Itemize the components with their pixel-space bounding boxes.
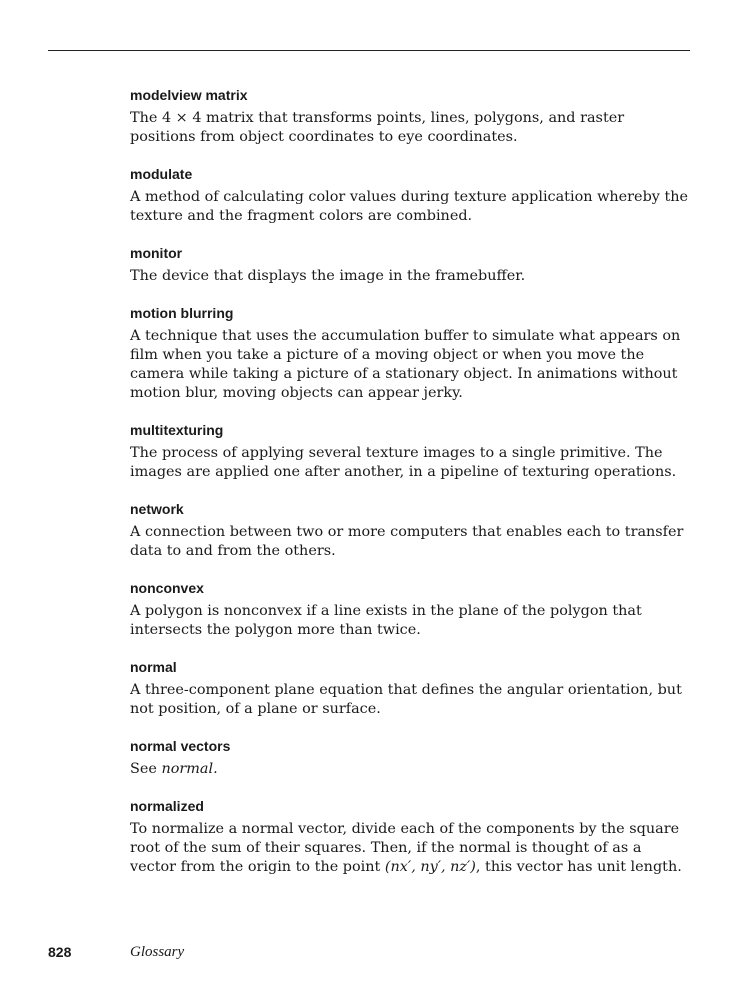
glossary-term: motion blurring xyxy=(130,305,234,321)
definition-prefix: See xyxy=(130,761,162,777)
glossary-definition: A method of calculating color values during texture application whereby the texture and the fragment colors are combined. xyxy=(130,189,689,224)
running-footer-title: Glossary xyxy=(130,944,185,960)
glossary-entry xyxy=(130,304,690,403)
glossary-term: network xyxy=(130,501,184,517)
header-rule xyxy=(48,50,690,51)
glossary-entry xyxy=(130,737,690,779)
glossary-term: normal vectors xyxy=(130,738,231,754)
glossary-term: monitor xyxy=(130,245,183,261)
cross-reference-link: normal. xyxy=(161,761,218,777)
glossary-definition xyxy=(130,820,690,877)
glossary-entry xyxy=(130,797,690,877)
definition-text: To normalize a normal vector, divide each of the components by the square root of the sum of their squares. Then, if the normal is thought of as a vector from the origin to the point xyxy=(130,821,680,875)
glossary-definition xyxy=(130,760,690,779)
glossary-definition: The device that displays the image in the framebuffer. xyxy=(130,268,526,284)
glossary-list xyxy=(130,86,690,895)
glossary-entry xyxy=(130,244,690,286)
definition-text: , this vector has unit length. xyxy=(475,859,682,875)
glossary-entry xyxy=(130,165,690,226)
glossary-definition: A technique that uses the accumulation buffer to simulate what appears on film when you take a picture of a moving object or when you move the camera while taking a picture of a stationary object. In animations without motion blur, moving objects can appear jerky. xyxy=(130,328,681,401)
glossary-entry xyxy=(130,86,690,147)
glossary-definition: The process of applying several texture images to a single primitive. The images are applied one after another, in a pipeline of texturing operations. xyxy=(130,445,677,480)
glossary-definition: A polygon is nonconvex if a line exists in the plane of the polygon that intersects the polygon more than twice. xyxy=(130,603,642,638)
glossary-term: nonconvex xyxy=(130,580,204,596)
glossary-definition: The 4 × 4 matrix that transforms points, lines, polygons, and raster positions from object coordinates to eye coordinates. xyxy=(130,110,625,145)
glossary-term: normal xyxy=(130,659,177,675)
glossary-entry xyxy=(130,658,690,719)
glossary-term: multitexturing xyxy=(130,422,224,438)
page-number: 828 xyxy=(48,944,72,960)
glossary-term: modulate xyxy=(130,166,193,182)
glossary-definition: A three-component plane equation that defines the angular orientation, but not position, of a plane or surface. xyxy=(130,682,682,717)
glossary-term: modelview matrix xyxy=(130,87,248,103)
glossary-definition: A connection between two or more computers that enables each to transfer data to and from the others. xyxy=(130,524,684,559)
point-notation: (nx′, ny′, nz′) xyxy=(384,859,476,875)
glossary-entry xyxy=(130,421,690,482)
glossary-entry xyxy=(130,579,690,640)
glossary-entry xyxy=(130,500,690,561)
glossary-term: normalized xyxy=(130,798,204,814)
